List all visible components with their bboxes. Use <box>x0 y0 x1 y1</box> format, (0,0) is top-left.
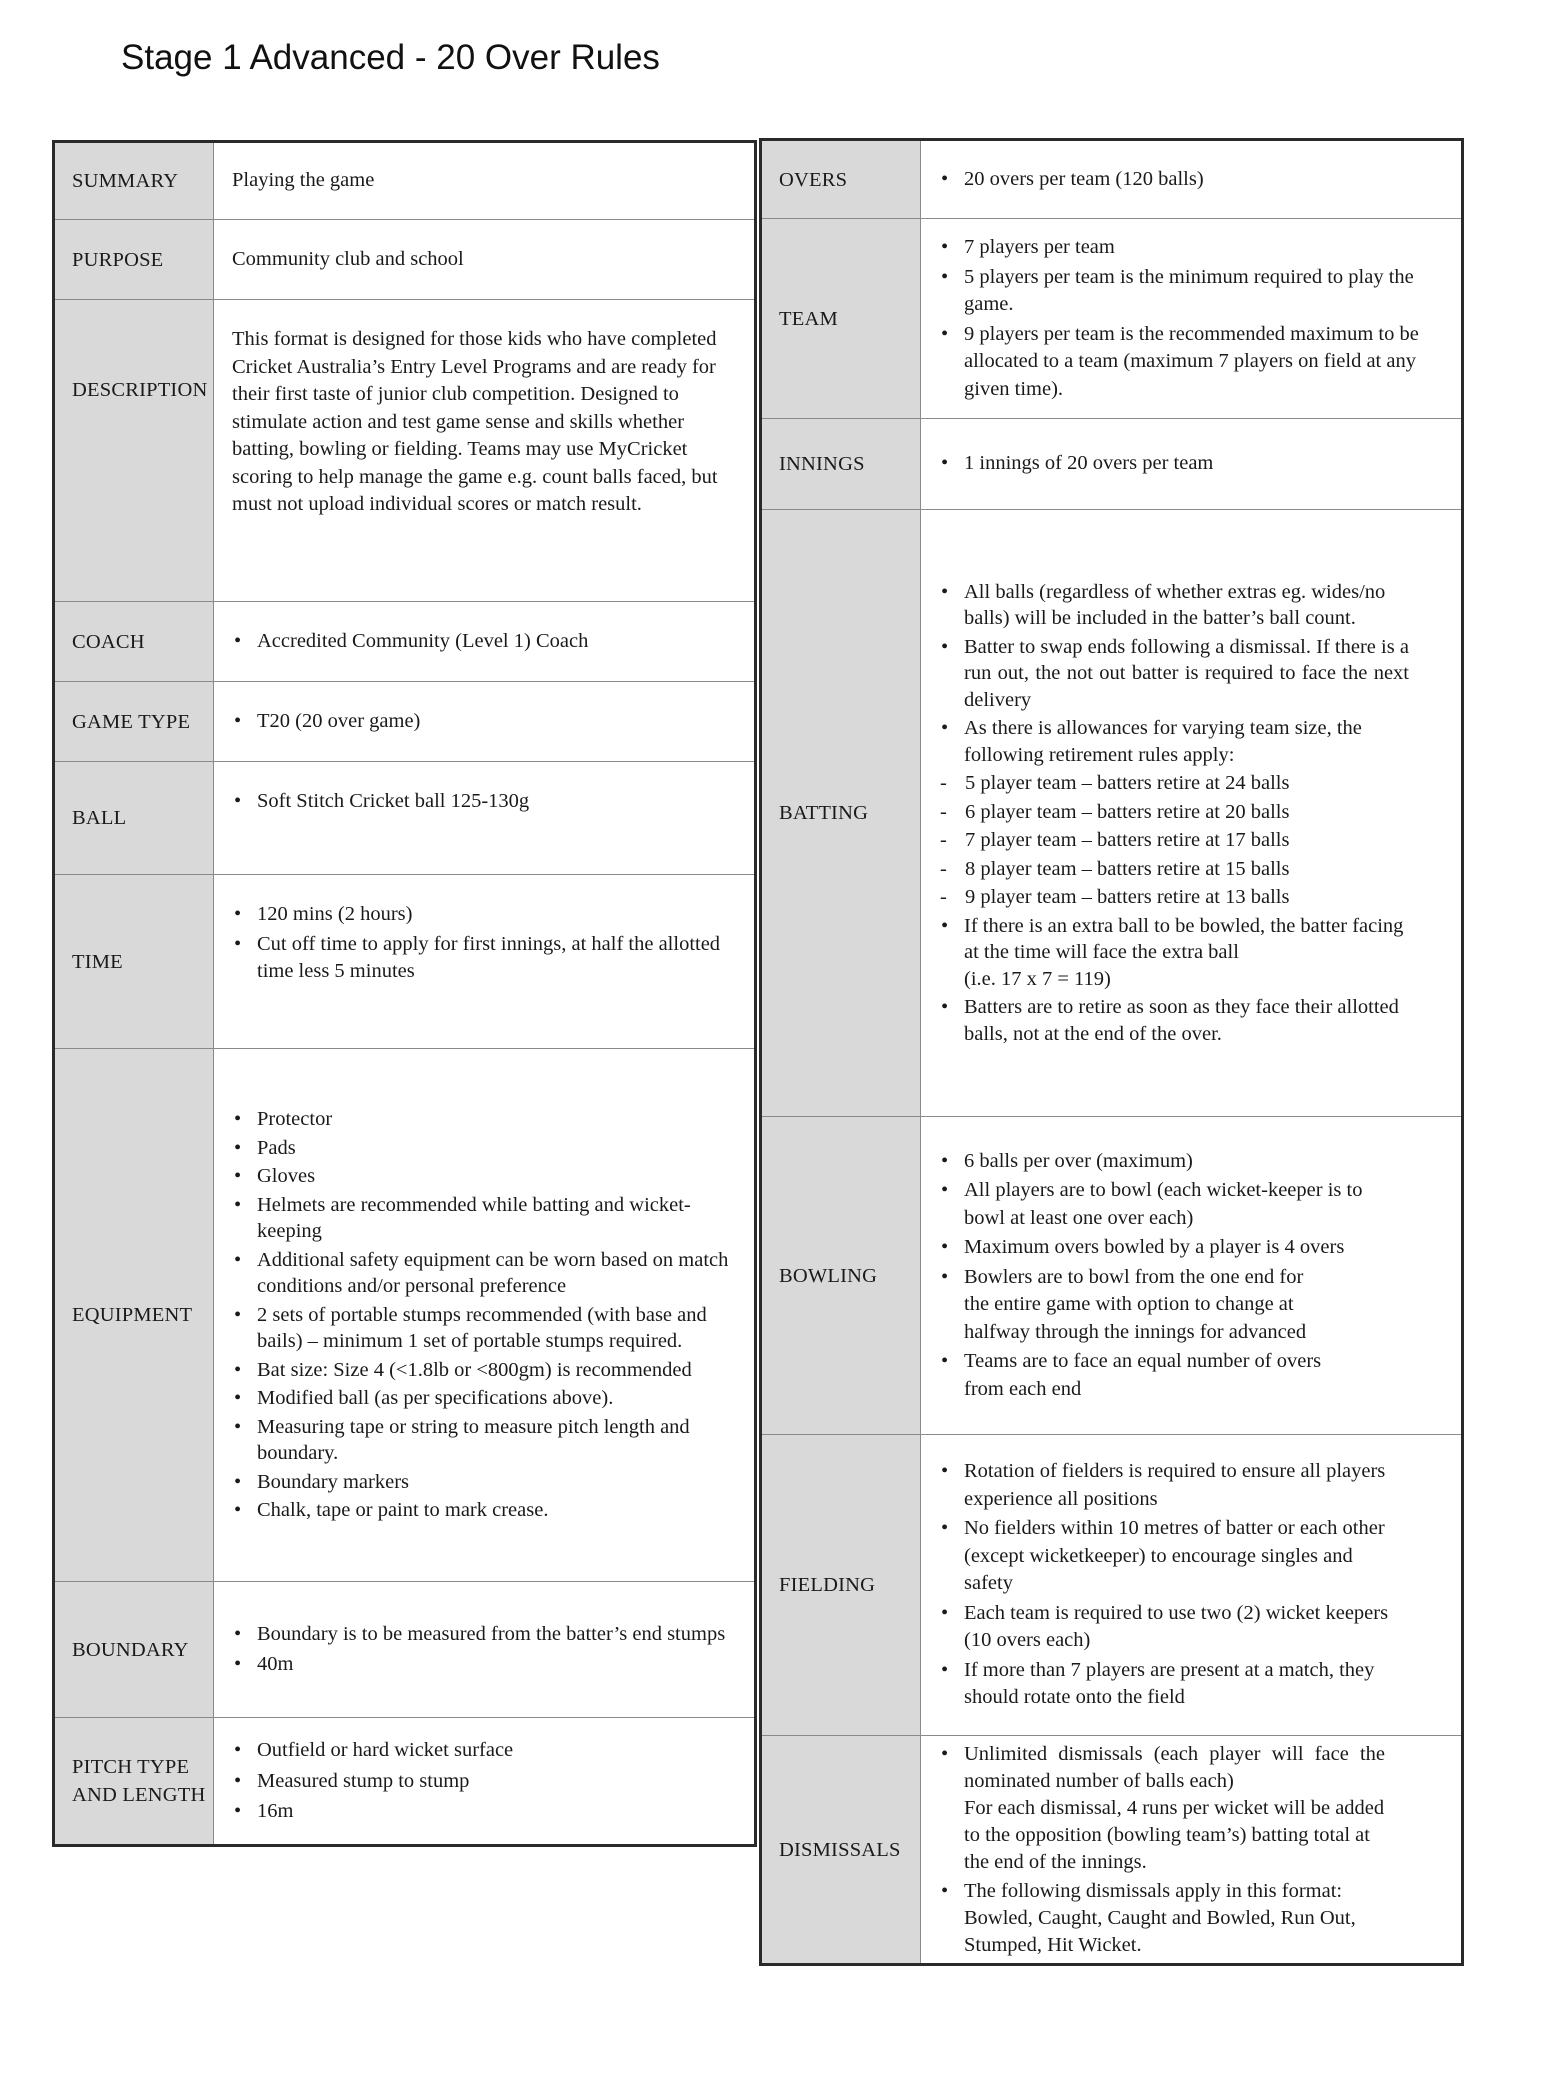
coach-label: COACH <box>54 602 214 682</box>
bowling-item: • Bowlers are to bowl from the one end for the entire game with option to change at halfway through the innings for advanced <box>939 1264 1401 1347</box>
fielding-item: • No fielders within 10 metres of batter or each other (except wicketkeeper) to encourage singles and safety <box>939 1515 1401 1598</box>
batting-item <box>939 913 1409 993</box>
equipment-item: • Helmets are recommended while batting and wicket-keeping <box>232 1192 746 1245</box>
equipment-item: • Gloves <box>232 1163 746 1190</box>
row-fielding <box>761 1435 1463 1736</box>
ball-label: BALL <box>54 762 214 875</box>
equipment-item: • Measuring tape or string to measure pitch length and boundary. <box>232 1414 746 1467</box>
page-title: Stage 1 Advanced - 20 Over Rules <box>121 38 660 77</box>
game-type-item: • T20 (20 over game) <box>232 708 746 736</box>
row-batting <box>761 510 1463 1117</box>
fielding-item: • Rotation of fielders is required to ensure all players experience all positions <box>939 1458 1401 1513</box>
description-label: DESCRIPTION <box>54 300 214 602</box>
batting-item <box>939 715 1409 911</box>
retirement-rule: - 8 player team – batters retire at 15 balls <box>940 856 1409 883</box>
retirement-rule: - 7 player team – batters retire at 17 balls <box>940 827 1409 854</box>
row-team <box>761 219 1463 419</box>
batting-item: • Batter to swap ends following a dismissal. If there is a run out, the not out batter is required to face the next delivery <box>939 634 1409 714</box>
boundary-item: • Boundary is to be measured from the batter’s end stumps <box>232 1621 746 1649</box>
left-rules-table <box>52 140 757 1847</box>
row-description <box>54 300 756 602</box>
dismissals-item-text: For each dismissal, 4 runs per wicket will be added to the opposition (bowling team’s) batting total at the end of the innings. <box>964 1796 1385 1873</box>
fielding-item: • If more than 7 players are present at a match, they should rotate onto the field <box>939 1657 1401 1712</box>
row-summary <box>54 142 756 220</box>
boundary-label: BOUNDARY <box>54 1582 214 1718</box>
innings-item: • 1 innings of 20 overs per team <box>939 450 1453 478</box>
row-innings <box>761 419 1463 510</box>
right-rules-table <box>759 138 1464 1966</box>
row-purpose <box>54 220 756 300</box>
time-item: • 120 mins (2 hours) <box>232 901 746 929</box>
overs-label: OVERS <box>761 140 921 219</box>
bowling-item: • Maximum overs bowled by a player is 4 overs <box>939 1234 1401 1262</box>
row-equipment <box>54 1049 756 1582</box>
purpose-label: PURPOSE <box>54 220 214 300</box>
summary-value: Playing the game <box>214 142 756 220</box>
overs-item: • 20 overs per team (120 balls) <box>939 166 1453 194</box>
innings-label: INNINGS <box>761 419 921 510</box>
retirement-rule: - 5 player team – batters retire at 24 balls <box>940 770 1409 797</box>
row-boundary <box>54 1582 756 1718</box>
batting-item: • All balls (regardless of whether extras eg. wides/no balls) will be included in the batter’s ball count. <box>939 579 1409 632</box>
bowling-label: BOWLING <box>761 1117 921 1435</box>
batting-item: • Batters are to retire as soon as they face their allotted balls, not at the end of the over. <box>939 994 1409 1047</box>
game-type-label: GAME TYPE <box>54 682 214 762</box>
equipment-item: • Pads <box>232 1135 746 1162</box>
batting-item-text: As there is allowances for varying team size, the following retirement rules apply: <box>964 717 1362 766</box>
bowling-item: • All players are to bowl (each wicket-keeper is to bowl at least one over each) <box>939 1177 1401 1232</box>
row-overs <box>761 140 1463 219</box>
dismissals-label: DISMISSALS <box>761 1736 921 1965</box>
row-pitch <box>54 1718 756 1846</box>
dismissals-item-text: • Unlimited dismissals (each player will face the nominated number of balls each) <box>964 1742 1385 1792</box>
team-item: • 5 players per team is the minimum required to play the game. <box>939 264 1457 319</box>
team-label: TEAM <box>761 219 921 419</box>
ball-item: • Soft Stitch Cricket ball 125-130g <box>232 788 746 816</box>
boundary-item: • 40m <box>232 1651 746 1679</box>
pitch-label: PITCH TYPE AND LENGTH <box>54 1718 214 1846</box>
equipment-item: • Chalk, tape or paint to mark crease. <box>232 1497 746 1524</box>
batting-label: BATTING <box>761 510 921 1117</box>
dismissals-item-text: Bowled, Caught, Caught and Bowled, Run Out, Stumped, Hit Wicket. <box>964 1906 1356 1956</box>
pitch-item: • 16m <box>232 1797 746 1826</box>
bowling-item: • Teams are to face an equal number of overs from each end <box>939 1348 1401 1403</box>
equipment-item: • Boundary markers <box>232 1469 746 1496</box>
pitch-item: • Outfield or hard wicket surface <box>232 1736 746 1765</box>
summary-label: SUMMARY <box>54 142 214 220</box>
time-item: • Cut off time to apply for first innings, at half the allotted time less 5 minutes <box>232 931 746 986</box>
row-bowling <box>761 1117 1463 1435</box>
fielding-label: FIELDING <box>761 1435 921 1736</box>
equipment-item: • Modified ball (as per specifications above). <box>232 1385 746 1412</box>
batting-item-text: If there is an extra ball to be bowled, the batter facing at the time will face the extra ball <box>964 914 1404 964</box>
fielding-item: • Each team is required to use two (2) wicket keepers (10 overs each) <box>939 1600 1401 1655</box>
row-dismissals <box>761 1736 1463 1965</box>
dismissals-item <box>939 1878 1385 1959</box>
purpose-value: Community club and school <box>214 220 756 300</box>
description-text: This format is designed for those kids who have completed Cricket Australia’s Entry Level Programs and are ready for their first taste of junior club competition. Designed to stimulate action and test game sense and skills whether batting, bowling or fielding. Teams may use MyCricket scoring to help manage the game e.g. count balls faced, but must not upload individual scores or match result. <box>232 328 718 515</box>
row-game-type <box>54 682 756 762</box>
equipment-item: • Protector <box>232 1106 746 1133</box>
equipment-item: • Bat size: Size 4 (<1.8lb or <800gm) is recommended <box>232 1357 746 1384</box>
row-ball <box>54 762 756 875</box>
bowling-item: • 6 balls per over (maximum) <box>939 1148 1401 1176</box>
equipment-label: EQUIPMENT <box>54 1049 214 1582</box>
dismissals-item <box>939 1741 1385 1876</box>
team-item: • 9 players per team is the recommended maximum to be allocated to a team (maximum 7 players on field at any given time). <box>939 321 1457 404</box>
equipment-item: • 2 sets of portable stumps recommended (with base and bails) – minimum 1 set of portable stumps required. <box>232 1302 746 1355</box>
equipment-item: • Additional safety equipment can be worn based on match conditions and/or personal preference <box>232 1247 746 1300</box>
row-coach <box>54 602 756 682</box>
team-item: • 7 players per team <box>939 234 1457 262</box>
batting-example: (i.e. 17 x 7 = 119) <box>964 967 1111 990</box>
retirement-rule: - 6 player team – batters retire at 20 balls <box>940 799 1409 826</box>
dismissals-item-text: • The following dismissals apply in this format: <box>964 1879 1343 1902</box>
time-label: TIME <box>54 875 214 1049</box>
pitch-item: • Measured stump to stump <box>232 1767 746 1796</box>
row-time <box>54 875 756 1049</box>
retirement-rule: - 9 player team – batters retire at 13 balls <box>940 884 1409 911</box>
coach-item: • Accredited Community (Level 1) Coach <box>232 628 746 656</box>
